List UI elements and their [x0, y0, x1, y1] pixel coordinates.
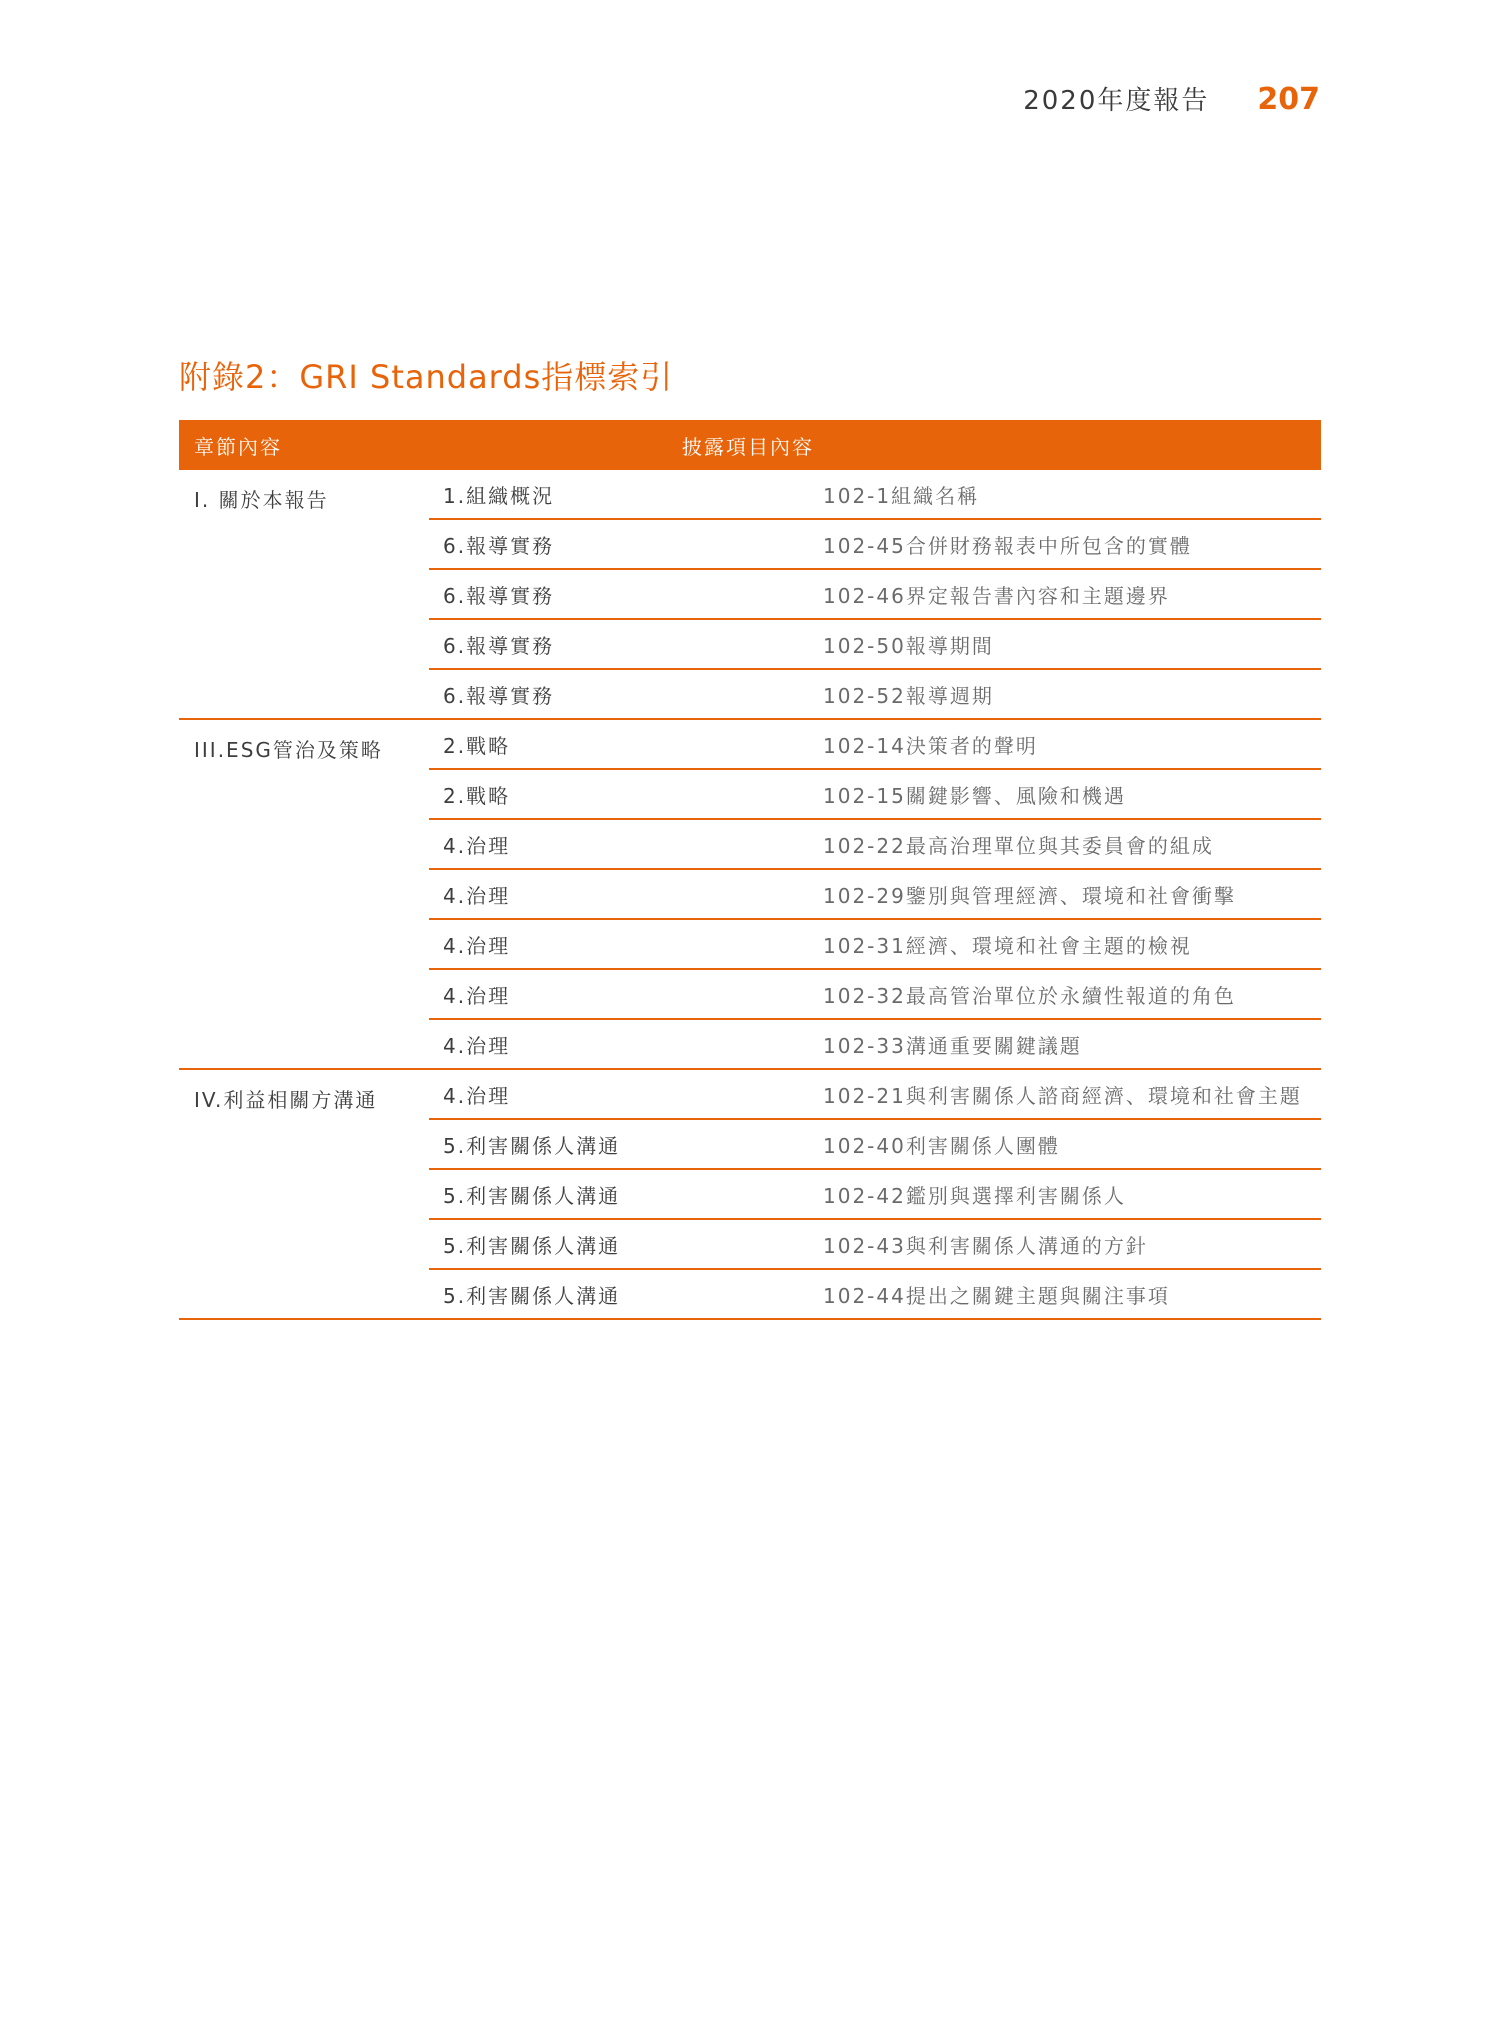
disclosure-cell: 102-1組織名稱 — [809, 470, 1321, 519]
table-row — [179, 470, 1321, 519]
disclosure-cell: 102-46界定報告書內容和主題邊界 — [809, 569, 1321, 619]
disclosure-cell: 102-43與利害關係人溝通的方針 — [809, 1219, 1321, 1269]
table-row — [179, 1069, 1321, 1119]
report-year: 2020年度報告 — [1023, 86, 1210, 116]
disclosure-cell: 102-31經濟、環境和社會主題的檢視 — [809, 919, 1321, 969]
disclosure-cell: 102-50報導期間 — [809, 619, 1321, 669]
header-disclosure: 披露項目內容 — [429, 420, 1321, 470]
disclosure-cell: 102-32最高管治單位於永續性報道的角色 — [809, 969, 1321, 1019]
section-cell: 2.戰略 — [429, 719, 809, 769]
section-cell: 6.報導實務 — [429, 569, 809, 619]
disclosure-cell: 102-42鑑別與選擇利害關係人 — [809, 1169, 1321, 1219]
disclosure-cell: 102-52報導週期 — [809, 669, 1321, 719]
disclosure-cell: 102-15關鍵影響、風險和機遇 — [809, 769, 1321, 819]
disclosure-cell: 102-44提出之關鍵主題與關注事項 — [809, 1269, 1321, 1319]
section-cell: 5.利害關係人溝通 — [429, 1169, 809, 1219]
disclosure-cell: 102-14決策者的聲明 — [809, 719, 1321, 769]
section-cell: 5.利害關係人溝通 — [429, 1219, 809, 1269]
disclosure-cell: 102-40利害關係人團體 — [809, 1119, 1321, 1169]
section-cell: 6.報導實務 — [429, 619, 809, 669]
disclosure-cell: 102-33溝通重要關鍵議題 — [809, 1019, 1321, 1069]
section-cell: 4.治理 — [429, 819, 809, 869]
section-cell: 6.報導實務 — [429, 669, 809, 719]
page-number: 207 — [1257, 82, 1320, 117]
section-title: 附錄2：GRI Standards指標索引 — [179, 358, 674, 396]
section-cell: 4.治理 — [429, 1019, 809, 1069]
section-cell: 5.利害關係人溝通 — [429, 1269, 809, 1319]
table-body — [179, 470, 1321, 1319]
chapter-cell: I. 關於本報告 — [179, 470, 429, 719]
disclosure-cell: 102-22最高治理單位與其委員會的組成 — [809, 819, 1321, 869]
section-cell: 4.治理 — [429, 1069, 809, 1119]
section-cell: 1.組織概況 — [429, 470, 809, 519]
table-header-row — [179, 420, 1321, 470]
table-row — [179, 719, 1321, 769]
disclosure-cell: 102-29鑒別與管理經濟、環境和社會衝擊 — [809, 869, 1321, 919]
section-cell: 6.報導實務 — [429, 519, 809, 569]
disclosure-cell: 102-21與利害關係人諮商經濟、環境和社會主題 — [809, 1069, 1321, 1119]
header-chapter: 章節內容 — [179, 420, 429, 470]
section-cell: 4.治理 — [429, 969, 809, 1019]
chapter-cell: IV.利益相關方溝通 — [179, 1069, 429, 1319]
section-cell: 4.治理 — [429, 919, 809, 969]
section-cell: 5.利害關係人溝通 — [429, 1119, 809, 1169]
gri-index-table — [179, 420, 1321, 1320]
disclosure-cell: 102-45合併財務報表中所包含的實體 — [809, 519, 1321, 569]
chapter-cell: III.ESG管治及策略 — [179, 719, 429, 1069]
section-cell: 2.戰略 — [429, 769, 809, 819]
page-header — [1023, 80, 1320, 117]
section-cell: 4.治理 — [429, 869, 809, 919]
